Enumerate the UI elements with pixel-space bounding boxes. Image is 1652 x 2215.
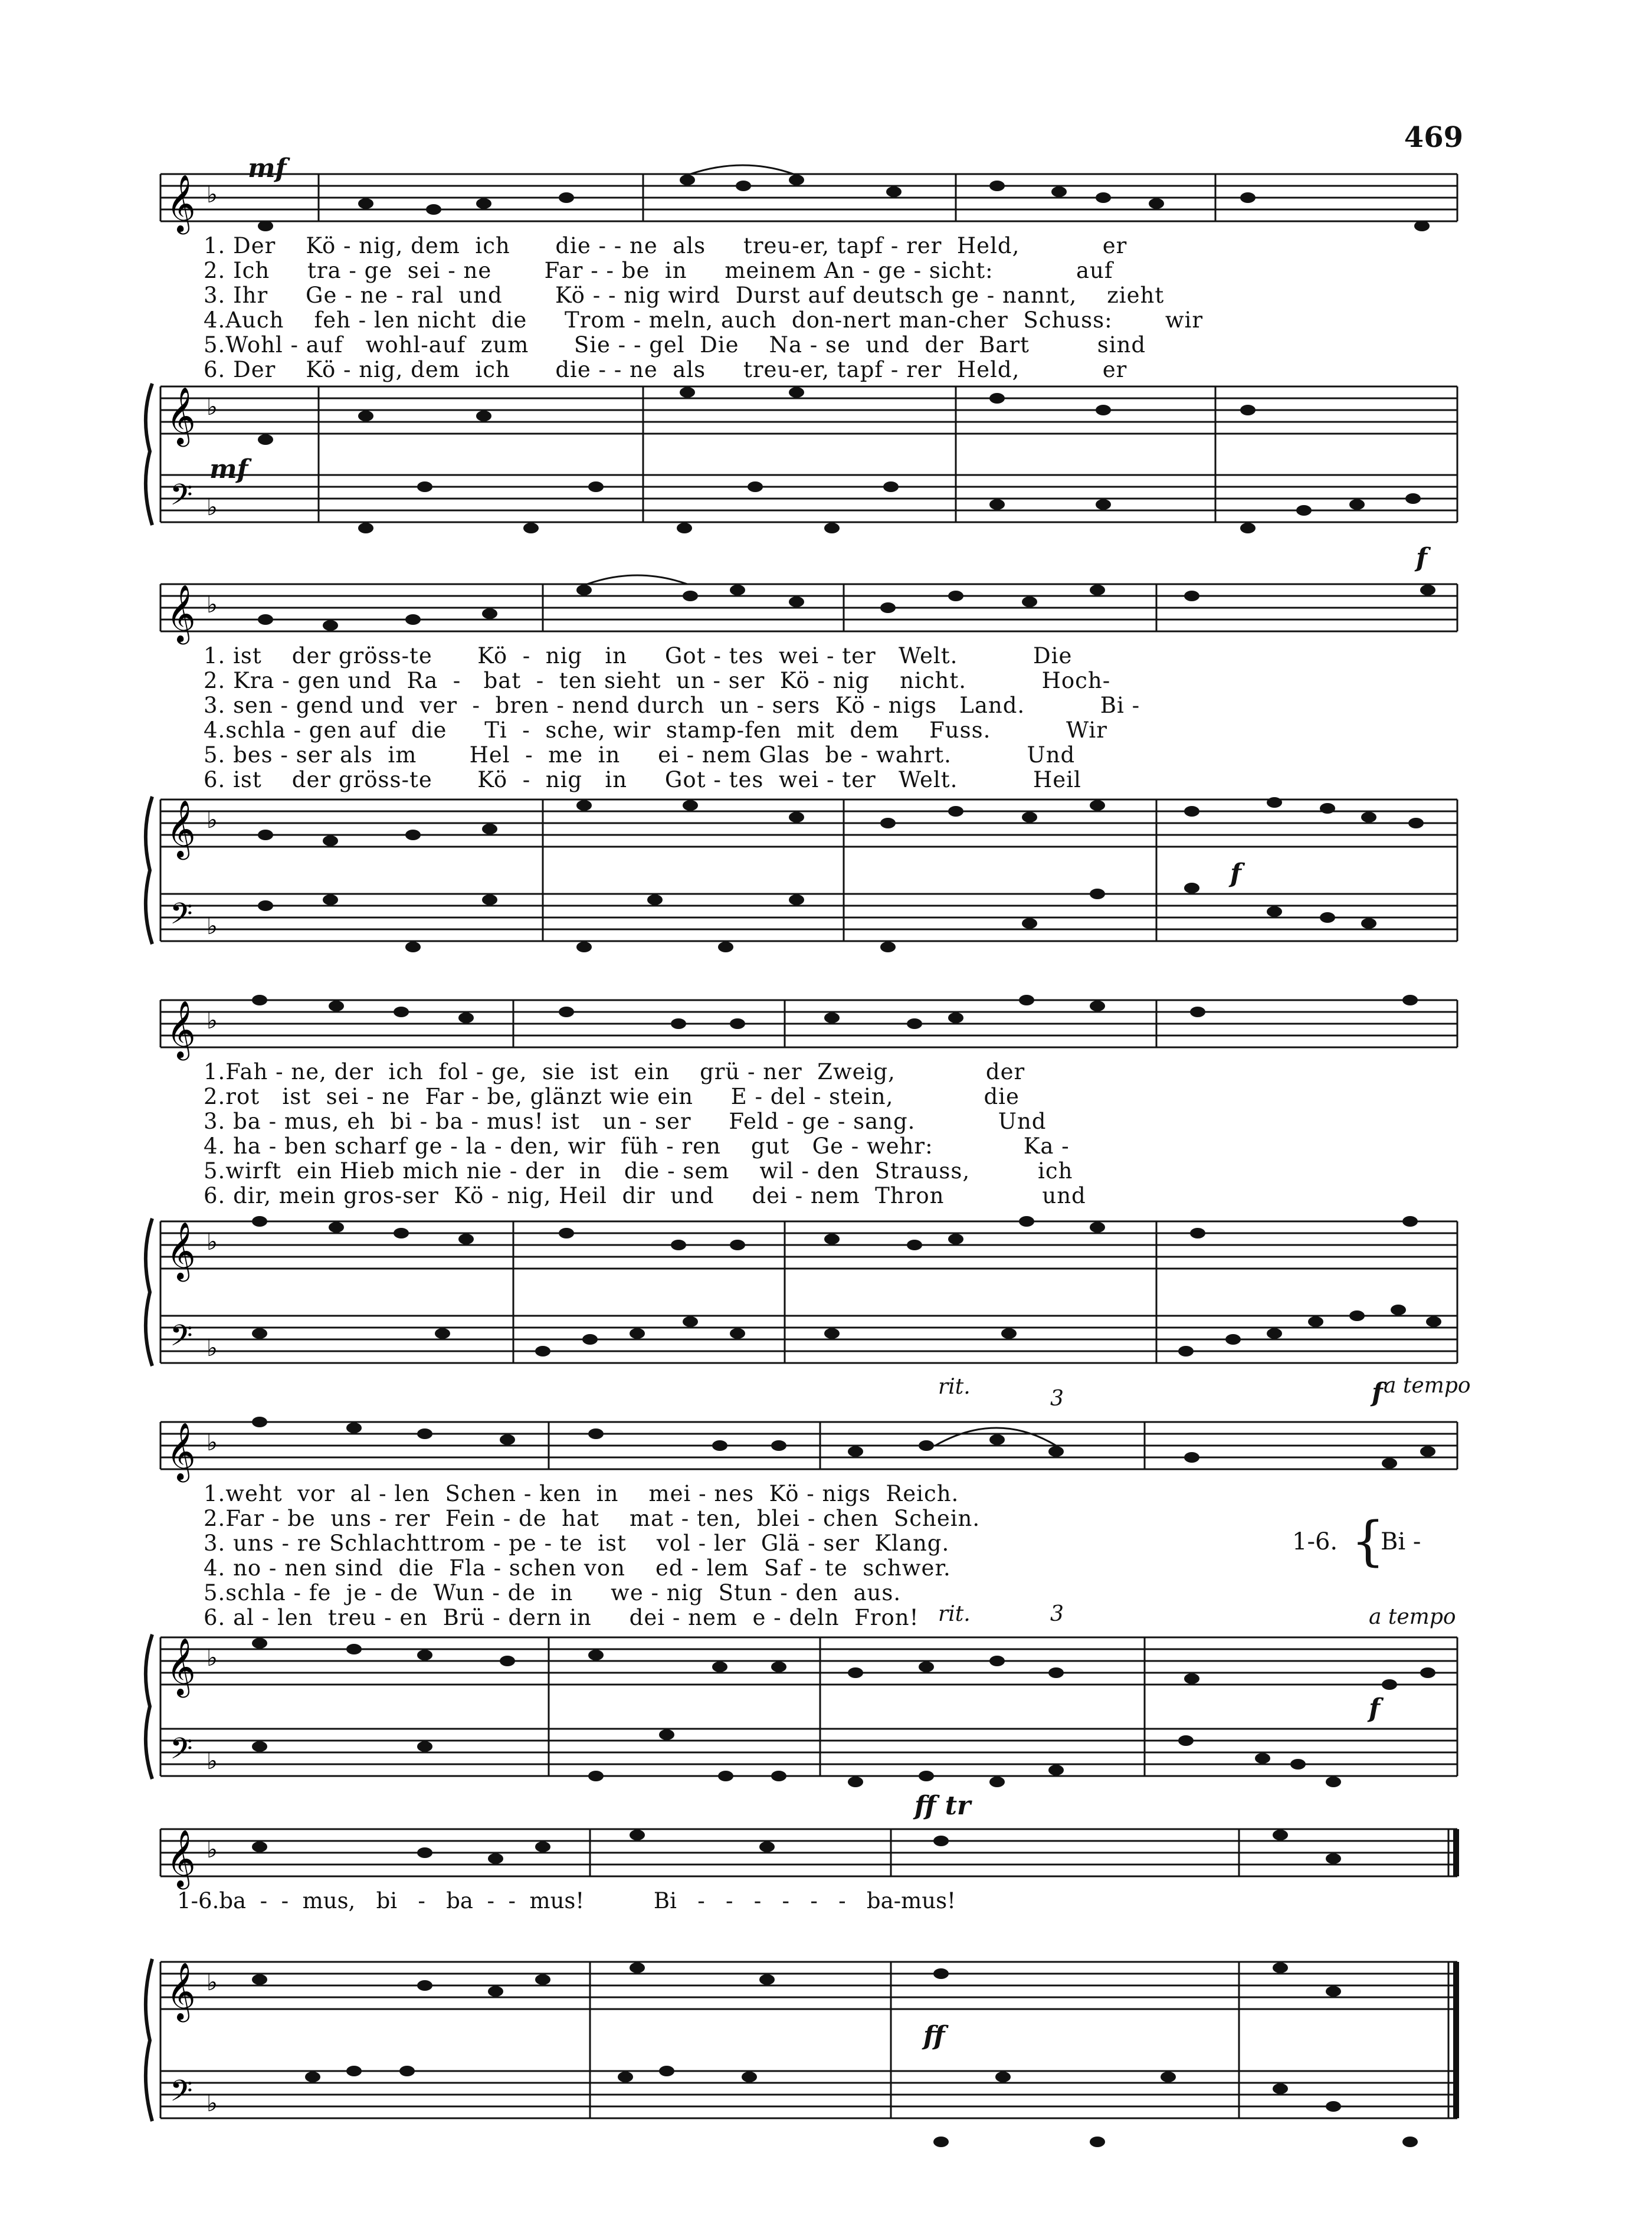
svg-text:♭: ♭: [206, 591, 218, 618]
verse-line: 2. Kra - gen und Ra - bat - ten sieht un - ser Kö - nig nicht. Hoch-: [204, 668, 1111, 693]
svg-text:♭: ♭: [206, 913, 218, 940]
triplet-piano: 3: [1050, 1602, 1064, 1626]
svg-text:𝄢: 𝄢: [170, 897, 193, 938]
verse-line: 6. Der Kö - nig, dem ich die - - ne als treu-er, tapf - rer Held, er: [204, 357, 1127, 382]
svg-text:𝄞: 𝄞: [166, 1829, 196, 1887]
verse-line: 5.Wohl - auf wohl-auf zum Sie - - gel Die Na - se und der Bart sind: [204, 332, 1146, 358]
system-4: [0, 1374, 1652, 1788]
svg-text:♭: ♭: [206, 2090, 218, 2117]
system-1: [0, 153, 1652, 540]
svg-text:♭: ♭: [206, 1335, 218, 1362]
page-number: 469: [1404, 121, 1463, 154]
verse-line: 3. sen - gend und ver - bren - nend durch un - sers Kö - nigs Land. Bi -: [204, 693, 1140, 718]
svg-text:𝄢: 𝄢: [170, 1732, 193, 1773]
triplet-voice: 3: [1050, 1387, 1064, 1411]
dynamic-fftr-voice: ff tr: [914, 1791, 971, 1821]
svg-text:𝄞: 𝄞: [166, 800, 196, 857]
svg-text:♭: ♭: [206, 1644, 218, 1672]
tempo-rit-voice: rit.: [938, 1375, 971, 1399]
svg-text:𝄞: 𝄞: [166, 1221, 196, 1279]
dynamic-f-voice: f: [1416, 543, 1427, 573]
verse-line: 3. uns - re Schlachttrom - pe - te ist vol - ler Glä - ser Klang.: [204, 1531, 950, 1556]
svg-text:♭: ♭: [206, 1228, 218, 1256]
verse-line: 6. al - len treu - en Brü - dern in dei - nem e - deln Fron!: [204, 1605, 919, 1630]
refrain-brace: {: [1351, 1510, 1385, 1572]
tempo-rit-piano: rit.: [938, 1602, 971, 1626]
svg-text:𝄞: 𝄞: [166, 584, 196, 642]
verse-line: 5. bes - ser als im Hel - me in ei - nem Glas be - wahrt. Und: [204, 742, 1076, 768]
tempo-a-tempo-voice: a tempo: [1384, 1374, 1471, 1398]
verse-line: 3. Ihr Ge - ne - ral und Kö - - nig wird Durst auf deutsch ge - nannt, zieht: [204, 283, 1165, 308]
verse-line: 4.schla - gen auf die Ti - sche, wir stamp-fen mit dem Fuss. Wir: [204, 717, 1107, 743]
svg-text:𝄞: 𝄞: [166, 174, 196, 232]
svg-text:♭: ♭: [206, 1748, 218, 1775]
verse-line: 3. ba - mus, eh bi - ba - mus! ist un - ser Feld - ge - sang. Und: [204, 1109, 1047, 1134]
verse-line: 2.Far - be uns - rer Fein - de hat mat - ten, blei - chen Schein.: [204, 1506, 981, 1531]
svg-text:𝄞: 𝄞: [166, 1000, 196, 1058]
verse-line: 2.rot ist sei - ne Far - be, glänzt wie ein E - del - stein, die: [204, 1084, 1020, 1109]
verse-line: 1. ist der gröss-te Kö - nig in Got - tes wei - ter Welt. Die: [204, 643, 1073, 669]
verse-line: 1.weht vor al - len Schen - ken in mei - nes Kö - nigs Reich.: [204, 1481, 959, 1506]
verse-line: 4. ha - ben scharf ge - la - den, wir füh - ren gut Ge - wehr: Ka -: [204, 1133, 1070, 1159]
svg-text:♭: ♭: [206, 181, 218, 208]
tempo-a-tempo-piano: a tempo: [1369, 1605, 1456, 1629]
svg-text:𝄞: 𝄞: [166, 386, 196, 444]
dynamic-ff-piano: ff: [923, 2021, 945, 2051]
svg-text:♭: ♭: [206, 1429, 218, 1456]
system-2: [0, 543, 1652, 956]
svg-text:𝄢: 𝄢: [170, 2074, 193, 2115]
svg-text:𝄞: 𝄞: [166, 1422, 196, 1480]
svg-text:♭: ♭: [206, 394, 218, 421]
dynamic-mf-piano: mf: [209, 454, 248, 484]
refrain-label: 1-6.: [1292, 1528, 1338, 1555]
svg-text:♭: ♭: [206, 1969, 218, 1996]
svg-text:𝄢: 𝄢: [170, 1319, 193, 1360]
svg-text:♭: ♭: [206, 807, 218, 834]
svg-text:𝄞: 𝄞: [166, 1962, 196, 2020]
refrain-word: Bi -: [1381, 1528, 1421, 1555]
verse-line: 6. dir, mein gros-ser Kö - nig, Heil dir und dei - nem Thron und: [204, 1183, 1086, 1208]
verse-line: 1. Der Kö - nig, dem ich die - - ne als treu-er, tapf - rer Held, er: [204, 233, 1127, 258]
verse-line: 4. no - nen sind die Fla - schen von ed - lem Saf - te schwer.: [204, 1555, 951, 1581]
svg-text:𝄢: 𝄢: [170, 478, 193, 519]
dynamic-f-piano: f: [1230, 859, 1241, 889]
verse-line: 6. ist der gröss-te Kö - nig in Got - tes wei - ter Welt. Heil: [204, 767, 1081, 792]
verse-line: 5.schla - fe je - de Wun - de in we - nig Stun - den aus.: [204, 1580, 902, 1605]
svg-text:♭: ♭: [206, 494, 218, 521]
dynamic-f-piano: f: [1369, 1693, 1380, 1723]
verse-line: 4.Auch feh - len nicht die Trom - meln, auch don-nert man-cher Schuss: wir: [204, 307, 1204, 333]
dynamic-f-voice: f: [1372, 1378, 1383, 1408]
system-5: [0, 1791, 1652, 2154]
system-5-staves: [0, 1811, 1652, 2154]
system-3: [0, 982, 1652, 1375]
verse-line: 2. Ich tra - ge sei - ne Far - - be in meinem An - ge - sicht: auf: [204, 258, 1113, 283]
svg-text:♭: ♭: [206, 1836, 218, 1863]
verse-line: 5.wirft ein Hieb mich nie - der in die - sem wil - den Strauss, ich: [204, 1158, 1073, 1184]
verse-line: 1.Fah - ne, der ich fol - ge, sie ist ein grü - ner Zweig, der: [204, 1059, 1025, 1084]
svg-text:♭: ♭: [206, 1007, 218, 1034]
dynamic-mf-voice: mf: [248, 153, 287, 184]
verse-line: 1-6.ba - - mus, bi - ba - - mus! Bi - - - - - - ba-mus!: [177, 1888, 956, 1913]
svg-text:𝄞: 𝄞: [166, 1637, 196, 1695]
